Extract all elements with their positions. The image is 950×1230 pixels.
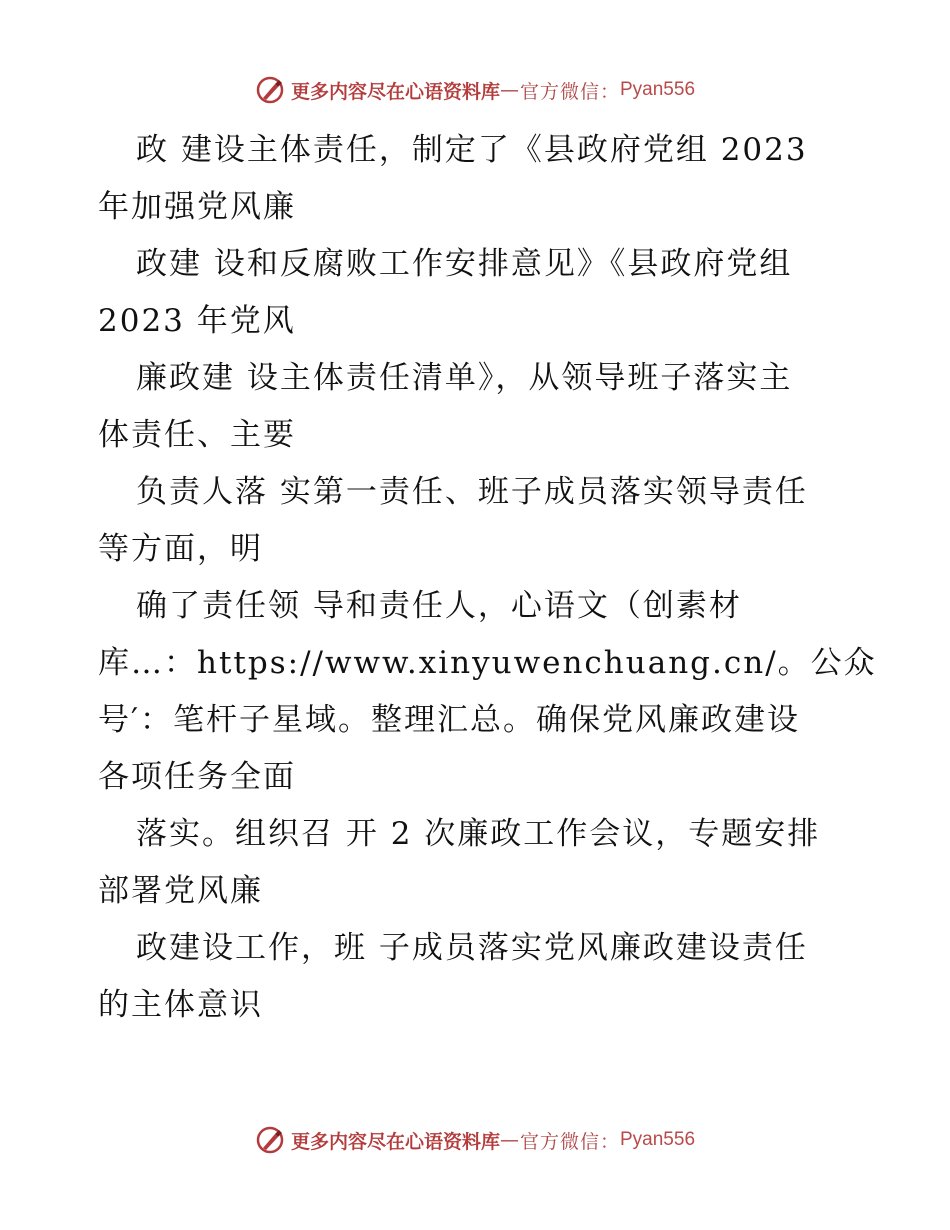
banner-separator: —	[499, 1129, 520, 1151]
footer-watermark-banner	[0, 1120, 950, 1160]
banner-main-text: 更多内容尽在心语资料库	[290, 80, 500, 103]
banner-main-text: 更多内容尽在心语资料库	[290, 1130, 500, 1153]
text-line: 负责人落 实第一责任、班子成员落实领导责任	[136, 474, 808, 510]
text-line: 号′：笔杆子星域。整理汇总。确保党风廉政建设	[98, 702, 801, 738]
text-line: 落实。组织召 开 2 次廉政工作会议，专题安排	[136, 816, 821, 852]
banner-sub-text: 官方微信：	[519, 80, 620, 103]
text-line: 廉政建 设主体责任清单》，从领导班子落实主	[136, 360, 793, 396]
banner-wechat-id: Pyan556	[620, 1129, 696, 1150]
text-line: 库…：https://www.xinyuwenchuang.cn/。公众	[98, 645, 877, 681]
text-line: 2023 年党风	[98, 303, 296, 339]
text-line: 政建设工作，班 子成员落实党风廉政建设责任	[136, 930, 808, 966]
text-line: 确了责任领 导和责任人，心语文（创素材	[136, 588, 742, 624]
text-line: 体责任、主要	[98, 417, 296, 453]
text-line: 政建 设和反腐败工作安排意见》《县政府党组	[136, 246, 793, 282]
text-line: 各项任务全面	[98, 759, 296, 795]
text-line: 年加强党风廉	[98, 189, 296, 225]
text-line: 等方面，明	[98, 531, 263, 567]
banner-sub-text: 官方微信：	[519, 1130, 620, 1153]
text-line: 的主体意识	[98, 987, 263, 1023]
pen-logo-icon	[255, 1125, 285, 1155]
banner-separator: —	[499, 79, 520, 101]
banner-wechat-id: Pyan556	[620, 79, 696, 100]
text-line: 政 建设主体责任，制定了《县政府党组 2023	[136, 132, 808, 168]
text-line: 部署党风廉	[98, 873, 263, 909]
document-body	[98, 122, 888, 1034]
pen-logo-icon	[255, 75, 285, 105]
header-watermark-banner	[0, 70, 950, 110]
